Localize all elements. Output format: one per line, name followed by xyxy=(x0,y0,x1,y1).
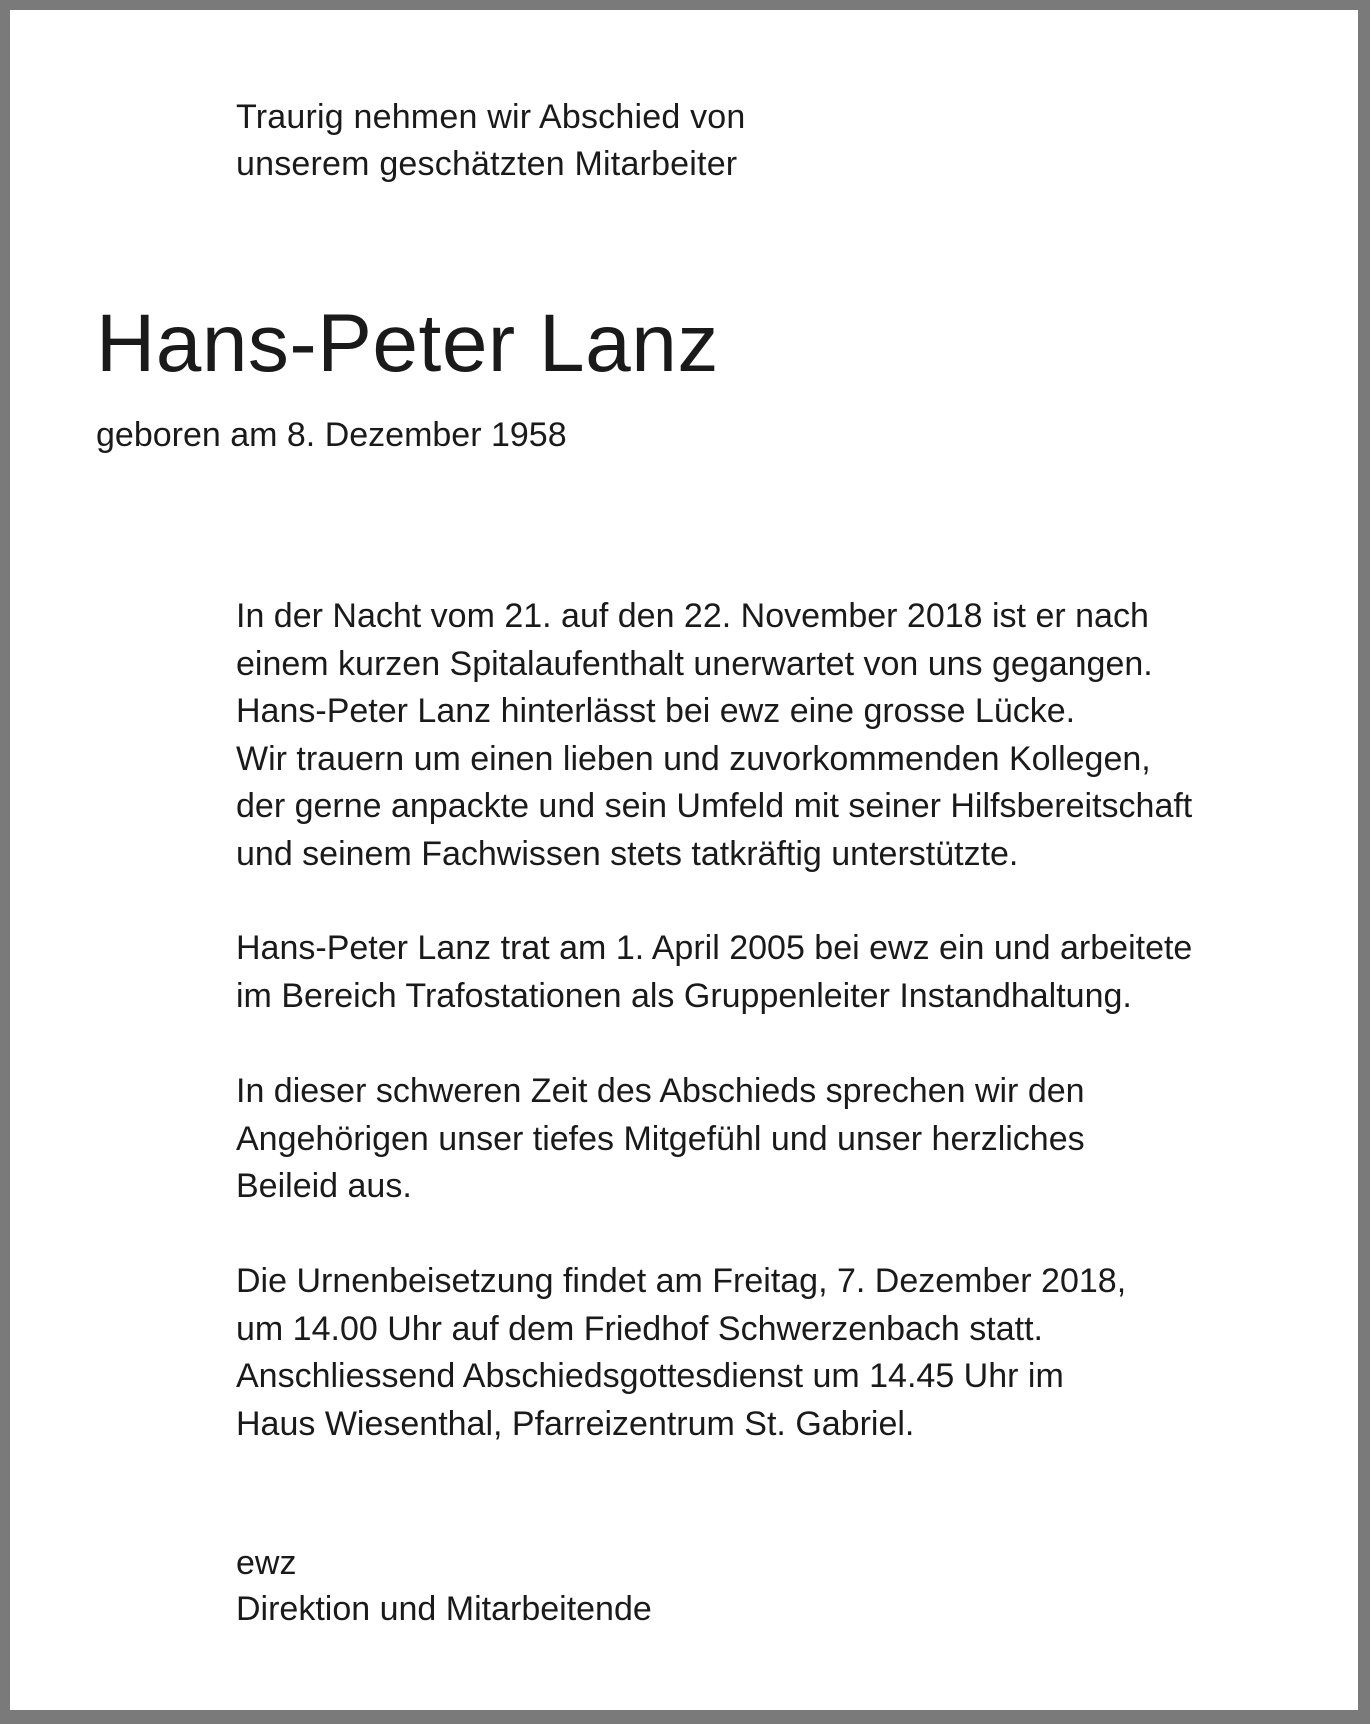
text-line: der gerne anpackte und sein Umfeld mit seiner Hilfsbereitschaft xyxy=(236,787,1193,825)
text-line: In dieser schweren Zeit des Abschieds sprechen wir den xyxy=(236,1072,1085,1110)
text-line: im Bereich Trafostationen als Gruppenleiter Instandhaltung. xyxy=(236,976,1132,1015)
intro-line: Traurig nehmen wir Abschied von xyxy=(236,98,746,136)
text-line: Hans-Peter Lanz trat am 1. April 2005 bei ewz ein und arbeitete xyxy=(236,929,1193,967)
paragraph-funeral-details xyxy=(236,1258,1346,1448)
signature xyxy=(236,1540,652,1632)
intro-line: unserem geschätzten Mitarbeiter xyxy=(236,145,738,183)
text-line: Anschliessend Abschiedsgottesdienst um 14.45 Uhr im xyxy=(236,1357,1064,1395)
text-line: Haus Wiesenthal, Pfarreizentrum St. Gabriel. xyxy=(236,1404,915,1443)
intro-text xyxy=(236,94,746,188)
text-line: Hans-Peter Lanz hinterlässt bei ewz eine grosse Lücke. xyxy=(236,692,1076,730)
text-line: um 14.00 Uhr auf dem Friedhof Schwerzenbach statt. xyxy=(236,1309,1043,1348)
text-line: Angehörigen unser tiefes Mitgefühl und unser herzliches xyxy=(236,1119,1085,1158)
signature-line: Direktion und Mitarbeitende xyxy=(236,1590,652,1628)
text-line: einem kurzen Spitalaufenthalt unerwartet von uns gegangen. xyxy=(236,644,1153,683)
text-line: Die Urnenbeisetzung findet am Freitag, 7. Dezember 2018, xyxy=(236,1262,1127,1300)
paragraph-condolence xyxy=(236,1068,1346,1211)
text-line: Beileid aus. xyxy=(236,1167,412,1205)
paragraph-career xyxy=(236,925,1346,1020)
signature-org: ewz xyxy=(236,1544,297,1582)
obituary-notice xyxy=(10,10,1358,1710)
text-line: Wir trauern um einen lieben und zuvorkommenden Kollegen, xyxy=(236,739,1151,778)
text-line: und seinem Fachwissen stets tatkräftig unterstützte. xyxy=(236,834,1019,873)
text-line: In der Nacht vom 21. auf den 22. November 2018 ist er nach xyxy=(236,597,1149,635)
paragraph-passing xyxy=(236,593,1346,878)
birth-date: geboren am 8. Dezember 1958 xyxy=(96,416,567,454)
deceased-name: Hans-Peter Lanz xyxy=(96,298,719,389)
